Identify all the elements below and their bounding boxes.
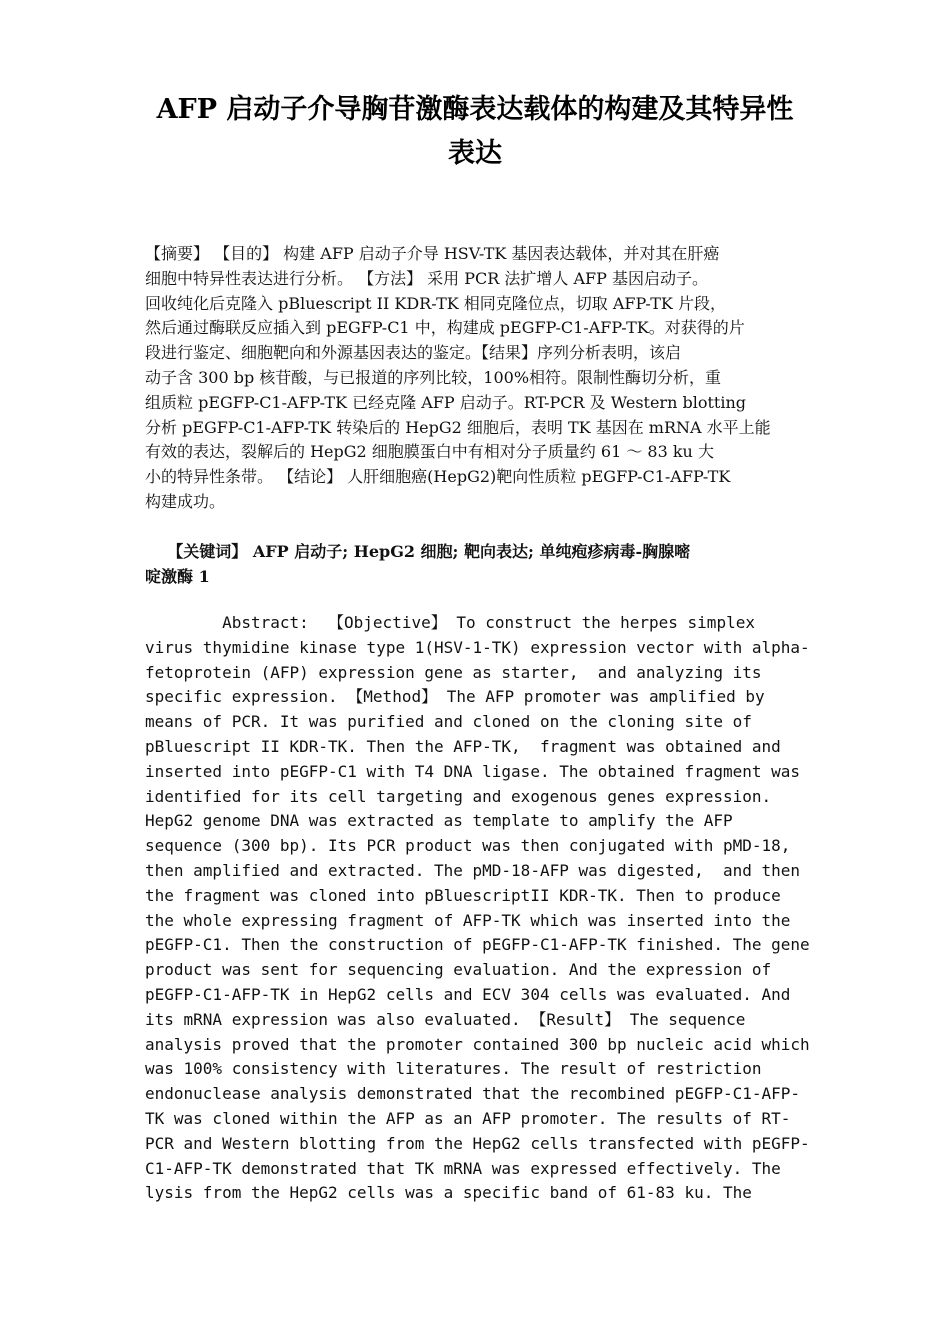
- keywords-chinese: [145, 539, 825, 589]
- abstract-en-line: fetoprotein (AFP) expression gene as starter, and analyzing its: [145, 662, 762, 682]
- abstract-en-line: lysis from the HepG2 cells was a specific band of 61-83 ku. The: [145, 1183, 752, 1203]
- abstract-en-line: identified for its cell targeting and exogenous genes expression.: [145, 786, 772, 806]
- abstract-cn-line: 组质粒 pEGFP-C1-AFP-TK 已经克隆 AFP 启动子。RT-PCR 及 Western blotting: [145, 392, 746, 412]
- abstract-en-line: TK was cloned within the AFP as an AFP promoter. The results of RT-: [145, 1108, 791, 1128]
- abstract-en-line: then amplified and extracted. The pMD-18-AFP was digested, and then: [145, 860, 801, 880]
- keywords-line: 【关键词】 AFP 启动子; HepG2 细胞; 靶向表达; 单纯疱疹病毒-胸腺嘧: [145, 542, 691, 561]
- abstract-en-line: its mRNA expression was also evaluated. 【Result】 The sequence: [145, 1009, 746, 1029]
- keywords-line: 啶激酶 1: [145, 567, 210, 586]
- abstract-chinese: [145, 242, 825, 515]
- abstract-cn-line: 小的特异性条带。 【结论】 人肝细胞癌(HepG2)靶向性质粒 pEGFP-C1-AFP-TK: [145, 467, 731, 487]
- abstract-en-line: product was sent for sequencing evaluation. And the expression of: [145, 960, 772, 980]
- abstract-cn-line: 分析 pEGFP-C1-AFP-TK 转染后的 HepG2 细胞后，表明 TK 基因在 mRNA 水平上能: [145, 417, 771, 437]
- abstract-en-line: sequence (300 bp). Its PCR product was then conjugated with pMD-18,: [145, 836, 791, 856]
- abstract-cn-line: 回收纯化后克隆入 pBluescript II KDR-TK 相同克隆位点，切取 AFP-TK 片段，: [145, 293, 726, 313]
- abstract-en-line: specific expression. 【Method】 The AFP promoter was amplified by: [145, 687, 765, 707]
- abstract-en-line: the whole expressing fragment of AFP-TK which was inserted into the: [145, 910, 791, 930]
- title-line: AFP 启动子介导胸苷激酶表达载体的构建及其特异性: [156, 94, 794, 125]
- abstract-english: [145, 611, 825, 1206]
- abstract-en-line: virus thymidine kinase type 1(HSV-1-TK) expression vector with alpha-: [145, 637, 810, 657]
- abstract-en-line: HepG2 genome DNA was extracted as template to amplify the AFP: [145, 811, 733, 831]
- abstract-en-line: was 100% consistency with literatures. The result of restriction: [145, 1059, 762, 1079]
- abstract-cn-line: 然后通过酶联反应插入到 pEGFP-C1 中，构建成 pEGFP-C1-AFP-TK。对获得的片: [145, 318, 745, 338]
- paper-title: [120, 88, 830, 176]
- abstract-en-line: endonuclease analysis demonstrated that the recombined pEGFP-C1-AFP-: [145, 1084, 801, 1104]
- abstract-cn-line: 有效的表达，裂解后的 HepG2 细胞膜蛋白中有相对分子质量约 61 ～ 83 ku 大: [145, 442, 714, 462]
- title-line: 表达: [448, 138, 502, 169]
- abstract-en-line: pEGFP-C1. Then the construction of pEGFP-C1-AFP-TK finished. The gene: [145, 935, 810, 955]
- abstract-en-line: analysis proved that the promoter contained 300 bp nucleic acid which: [145, 1034, 810, 1054]
- abstract-cn-line: 细胞中特异性表达进行分析。 【方法】 采用 PCR 法扩增人 AFP 基因启动子。: [145, 268, 708, 288]
- abstract-en-line: the fragment was cloned into pBluescriptII KDR-TK. Then to produce: [145, 885, 781, 905]
- abstract-en-line: means of PCR. It was purified and cloned on the cloning site of: [145, 712, 752, 732]
- abstract-en-line: C1-AFP-TK demonstrated that TK mRNA was expressed effectively. The: [145, 1158, 781, 1178]
- abstract-cn-line: 动子含 300 bp 核苷酸，与已报道的序列比较，100%相符。限制性酶切分析，重: [145, 367, 722, 387]
- abstract-en-line: inserted into pEGFP-C1 with T4 DNA ligase. The obtained fragment was: [145, 761, 801, 781]
- abstract-en-line: pBluescript II KDR-TK. Then the AFP-TK, fragment was obtained and: [145, 736, 781, 756]
- abstract-cn-line: 构建成功。: [145, 491, 226, 511]
- abstract-cn-line: 段进行鉴定、细胞靶向和外源基因表达的鉴定。【结果】序列分析表明，该启: [145, 343, 682, 363]
- abstract-en-line: PCR and Western blotting from the HepG2 cells transfected with pEGFP-: [145, 1133, 810, 1153]
- abstract-en-line: pEGFP-C1-AFP-TK in HepG2 cells and ECV 304 cells was evaluated. And: [145, 984, 791, 1004]
- abstract-en-line: Abstract: 【Objective】 To construct the herpes simplex: [145, 613, 755, 632]
- abstract-cn-line: 【摘要】 【目的】 构建 AFP 启动子介导 HSV-TK 基因表达载体，并对其在肝癌: [145, 244, 720, 263]
